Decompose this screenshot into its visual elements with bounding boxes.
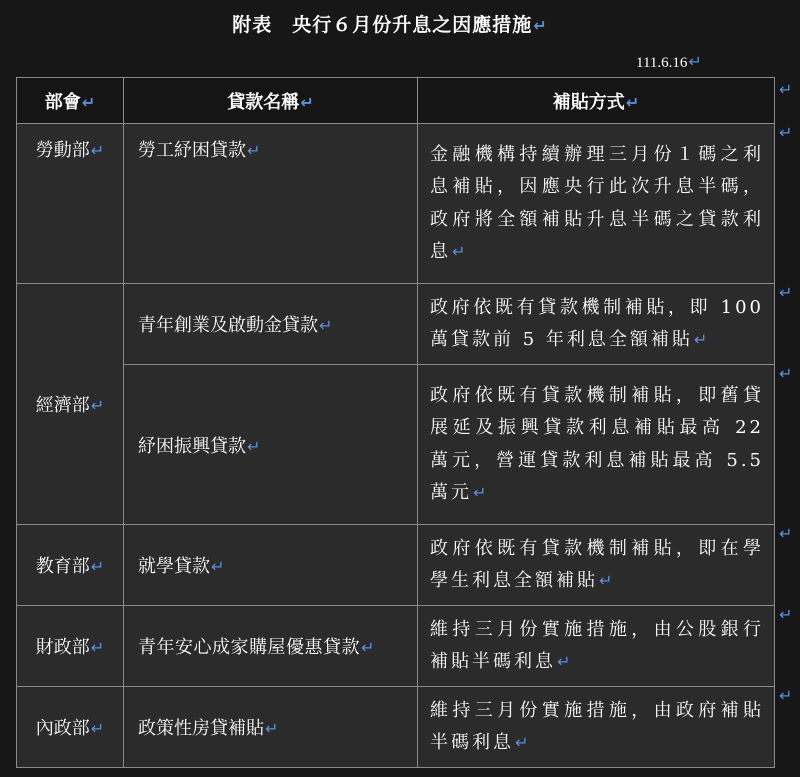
method-cell: 維持三月份實施措施，由政府補貼半碼利息↵: [418, 687, 775, 768]
loan-cell: 青年安心成家購屋優惠貸款↵: [124, 606, 418, 687]
method-cell: 維持三月份實施措施，由公股銀行補貼半碼利息↵: [418, 606, 775, 687]
loan-cell: 青年創業及啟動金貸款↵: [124, 284, 418, 365]
document-title: 附表 央行６月份升息之因應措施↵: [232, 14, 548, 36]
dept-cell: 財政部↵: [17, 606, 124, 687]
loan-cell: 紓困振興貸款↵: [124, 365, 418, 525]
table-row: [17, 606, 775, 687]
dept-cell: 勞動部↵: [17, 124, 124, 284]
row-end-mark: ↵: [779, 605, 793, 624]
table-row: [17, 365, 775, 525]
loan-cell: 政策性房貸補貼↵: [124, 687, 418, 768]
header-method: 補貼方式↵: [418, 78, 775, 124]
subsidy-table: [16, 77, 775, 768]
dept-cell: 教育部↵: [17, 525, 124, 606]
table-row: [17, 124, 775, 284]
dept-cell: 內政部↵: [17, 687, 124, 768]
row-end-mark: ↵: [779, 283, 793, 302]
table-row: [17, 687, 775, 768]
table-row: [17, 525, 775, 606]
table-row: [17, 284, 775, 365]
header-dept: 部會↵: [17, 78, 124, 124]
row-end-mark: ↵: [779, 123, 793, 142]
method-cell: 政府依既有貸款機制補貼，即 100 萬貸款前 5 年利息全額補貼↵: [418, 284, 775, 365]
header-loan: 貸款名稱↵: [124, 78, 418, 124]
table-header-row: [17, 78, 775, 124]
method-cell: 政府依既有貸款機制補貼，即在學學生利息全額補貼↵: [418, 525, 775, 606]
loan-cell: 勞工紓困貸款↵: [124, 124, 418, 284]
row-end-mark: ↵: [779, 524, 793, 543]
loan-cell: 就學貸款↵: [124, 525, 418, 606]
method-cell: 金融機構持續辦理三月份１碼之利息補貼，因應央行此次升息半碼，政府將全額補貼升息半碼之貸款利息↵: [418, 124, 775, 284]
method-cell: 政府依既有貸款機制補貼，即舊貸展延及振興貸款利息補貼最高 22 萬元，營運貸款利息補貼最高 5.5 萬元↵: [418, 365, 775, 525]
row-end-mark: ↵: [779, 80, 793, 99]
row-end-mark: ↵: [779, 364, 793, 383]
dept-cell: 經濟部↵: [17, 284, 124, 525]
document-date: 111.6.16↵: [636, 52, 702, 71]
row-end-mark: ↵: [779, 686, 793, 705]
